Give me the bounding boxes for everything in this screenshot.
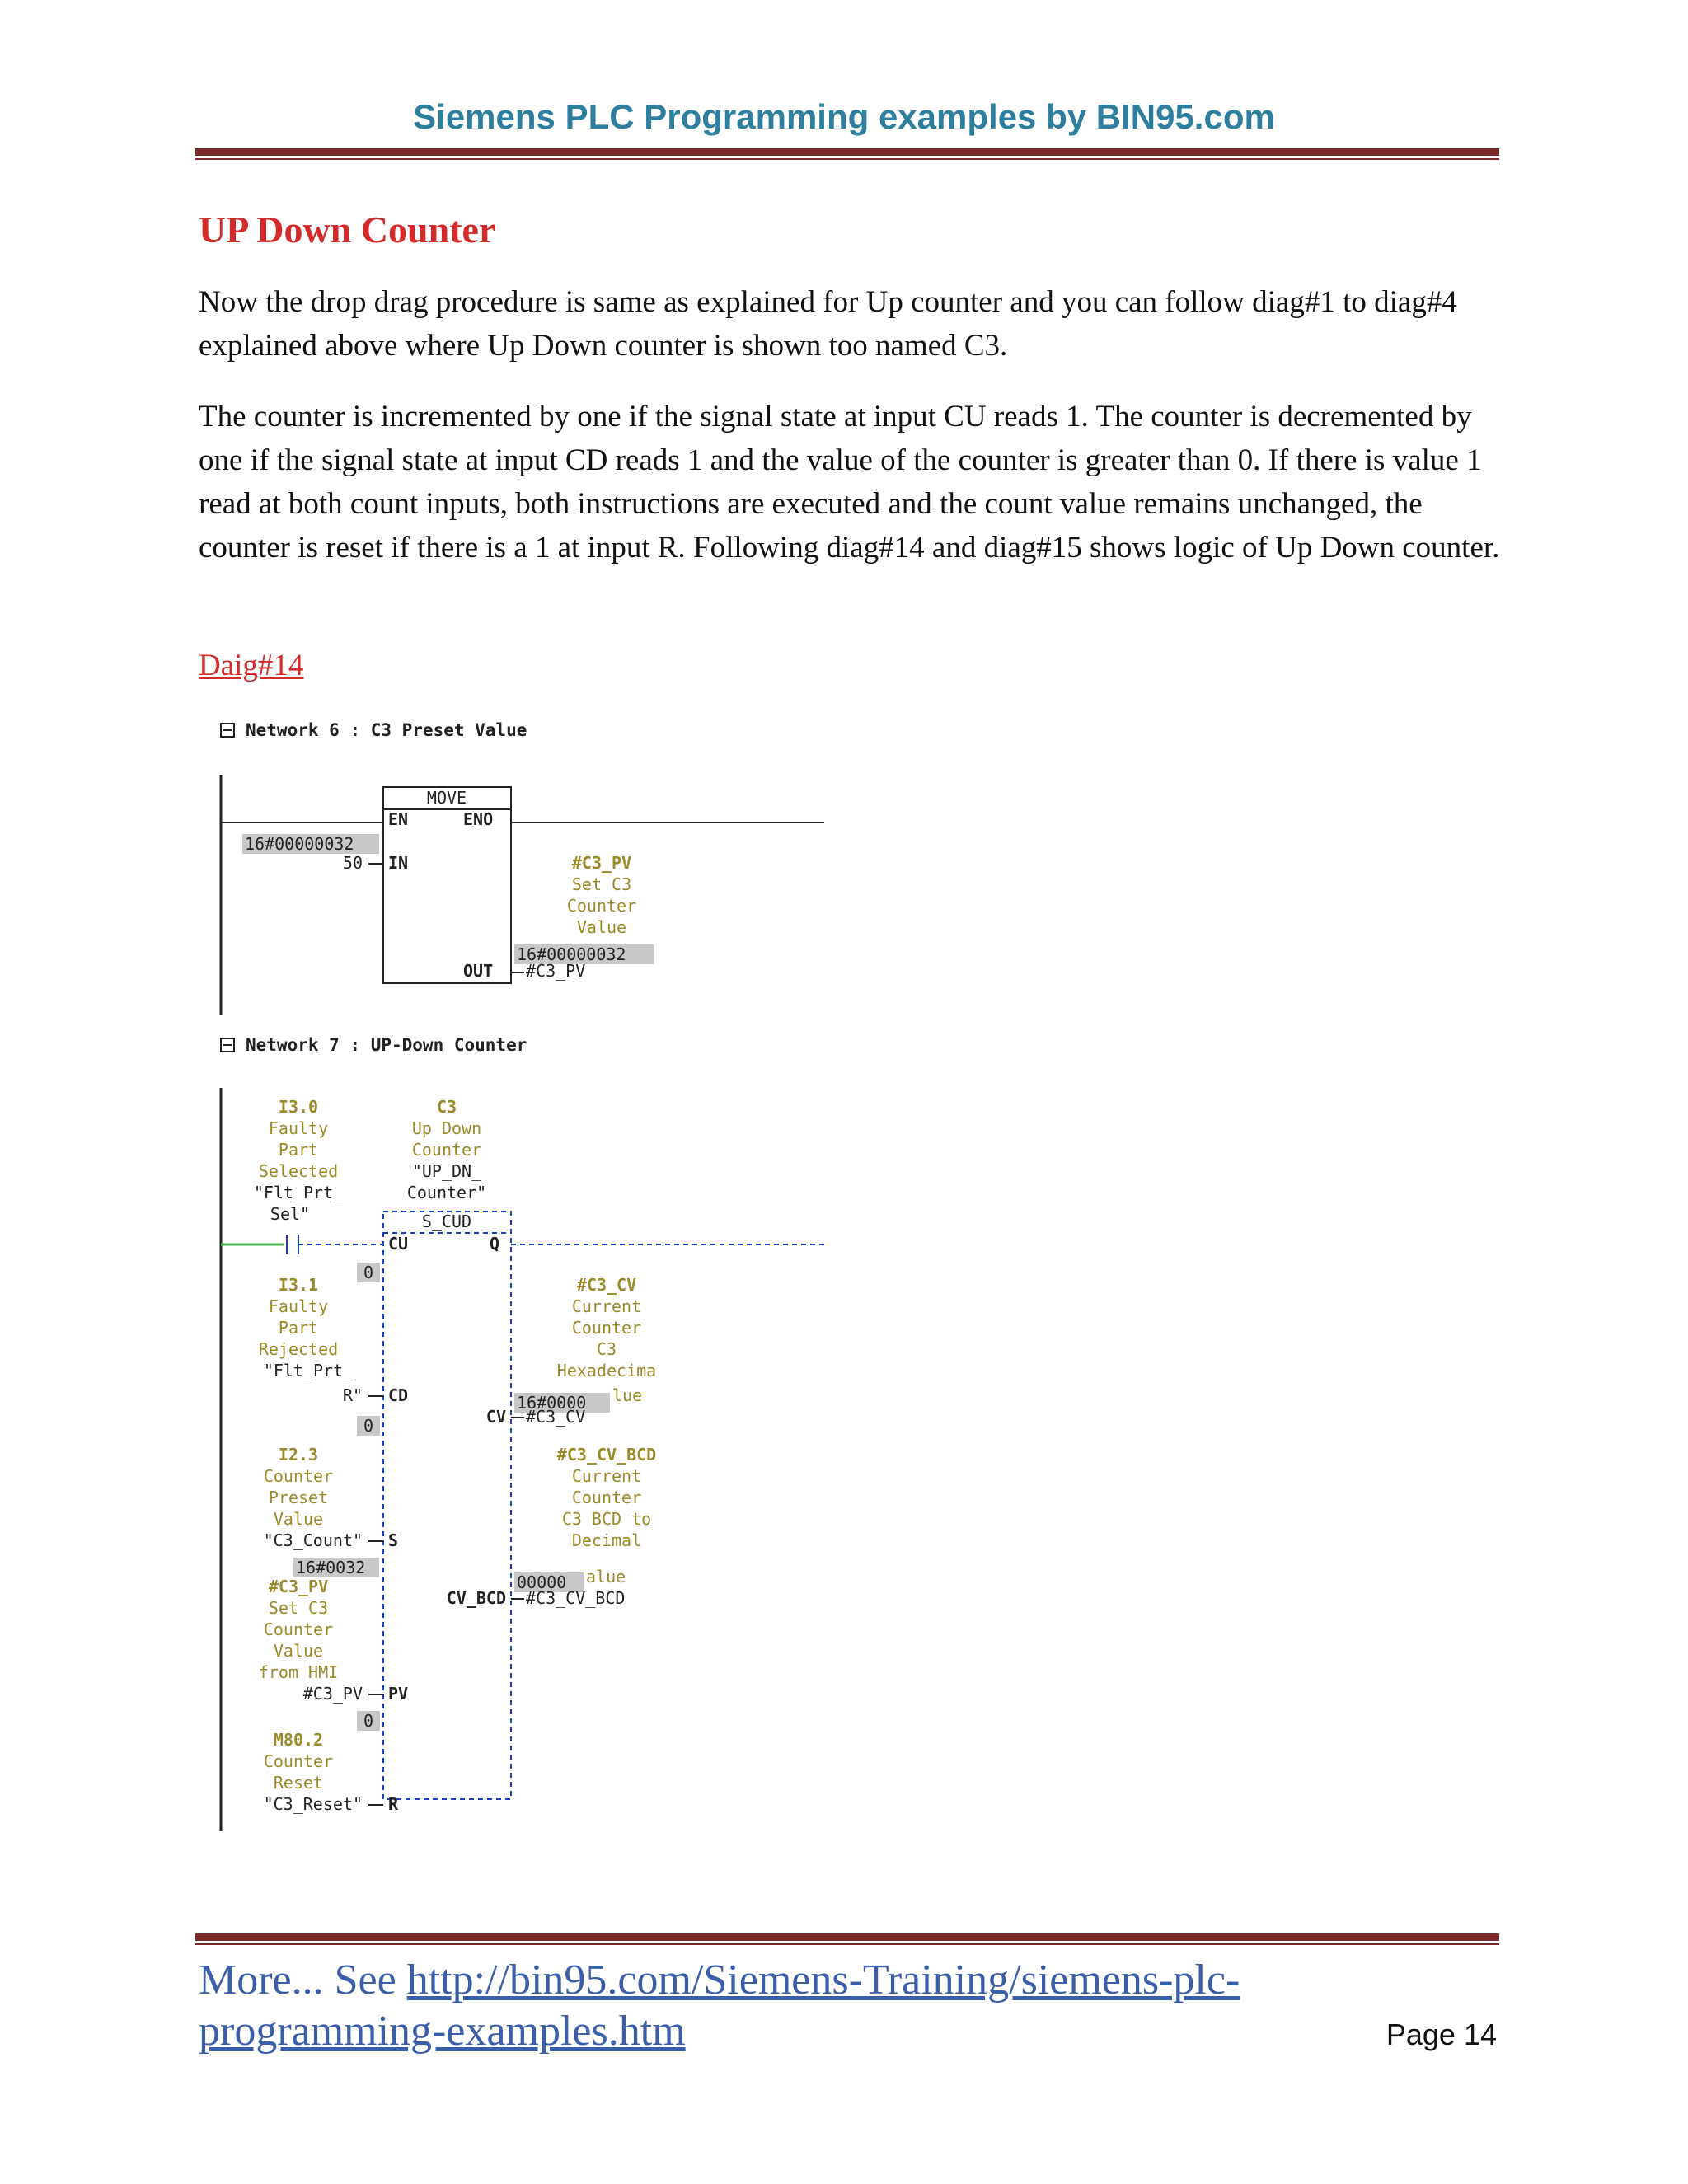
footer-rule bbox=[195, 1933, 1499, 1941]
svg-text:Counter: Counter bbox=[571, 1318, 642, 1338]
s-address: I2.3 bbox=[278, 1445, 319, 1465]
in-value: 50 bbox=[342, 853, 363, 873]
bcd-operand: #C3_CV_BCD bbox=[526, 1588, 626, 1608]
svg-text:Selected: Selected bbox=[258, 1161, 339, 1181]
cu-address: I3.0 bbox=[278, 1097, 319, 1117]
cv-symbol: #C3_CV bbox=[576, 1275, 637, 1295]
network-7-title: Network 7 : UP-Down Counter bbox=[246, 1035, 528, 1055]
svg-text:Set C3: Set C3 bbox=[571, 874, 632, 894]
svg-text:"UP_DN_: "UP_DN_ bbox=[411, 1161, 482, 1181]
network-6-title: Network 6 : C3 Preset Value bbox=[246, 720, 528, 740]
pin-pv: PV bbox=[388, 1684, 409, 1704]
pin-in: IN bbox=[388, 853, 409, 873]
svg-text:16#0032: 16#0032 bbox=[296, 1558, 366, 1577]
r-operand: "C3_Reset" bbox=[263, 1794, 363, 1814]
out-symbol: #C3_PV bbox=[571, 853, 632, 873]
svg-text:Preset: Preset bbox=[268, 1488, 329, 1507]
svg-text:Value: Value bbox=[576, 917, 627, 937]
pin-cu: CU bbox=[388, 1234, 409, 1254]
counter-address: C3 bbox=[436, 1097, 457, 1117]
svg-text:Faulty: Faulty bbox=[268, 1296, 329, 1316]
cd-operand: R" bbox=[342, 1385, 363, 1405]
diagram-label[interactable]: Daig#14 bbox=[199, 649, 304, 682]
footer-more bbox=[199, 1955, 1240, 2057]
svg-text:Counter: Counter bbox=[263, 1619, 334, 1639]
pin-cv-bcd: CV_BCD bbox=[446, 1588, 506, 1608]
svg-text:"Flt_Prt_: "Flt_Prt_ bbox=[263, 1361, 354, 1380]
pv-symbol: #C3_PV bbox=[268, 1577, 329, 1596]
cv-status: 16#0000 bbox=[517, 1393, 587, 1413]
svg-text:lue: lue bbox=[612, 1385, 643, 1405]
paragraph-1: Now the drop drag procedure is same as explained for Up counter and you can follow diag#1 to diag#4 explained above where Up Down counter is shown too named C3. bbox=[199, 285, 1457, 363]
document-header: Siemens PLC Programming examples by BIN95.com bbox=[413, 97, 1275, 136]
svg-text:Current: Current bbox=[571, 1466, 642, 1486]
svg-text:Value: Value bbox=[273, 1509, 324, 1529]
svg-text:Hexadecima: Hexadecima bbox=[556, 1361, 657, 1380]
svg-text:Faulty: Faulty bbox=[268, 1118, 329, 1138]
svg-text:0: 0 bbox=[363, 1416, 374, 1436]
s-cud-block[interactable] bbox=[383, 1212, 511, 1799]
network-6 bbox=[221, 720, 824, 1015]
section-title: UP Down Counter bbox=[199, 209, 496, 251]
page-number: Page 14 bbox=[1386, 2018, 1497, 2051]
pin-cv: CV bbox=[485, 1407, 506, 1427]
block-name: S_CUD bbox=[421, 1212, 472, 1231]
svg-text:"Flt_Prt_: "Flt_Prt_ bbox=[253, 1183, 344, 1202]
svg-text:Counter: Counter bbox=[263, 1751, 334, 1771]
footer-prefix: More... See bbox=[199, 1957, 407, 2004]
svg-text:Counter: Counter bbox=[566, 896, 637, 916]
svg-text:0: 0 bbox=[363, 1263, 374, 1282]
svg-text:Counter: Counter bbox=[263, 1466, 334, 1486]
svg-text:alue: alue bbox=[586, 1567, 626, 1586]
pin-eno: ENO bbox=[463, 809, 494, 829]
pin-s: S bbox=[388, 1530, 399, 1550]
in-status: 16#00000032 bbox=[245, 834, 354, 854]
svg-text:Reset: Reset bbox=[273, 1773, 324, 1793]
pv-operand: #C3_PV bbox=[302, 1684, 363, 1704]
footer-link[interactable]: http://bin95.com/Siemens-Training/siemens-plc- programming-examples.htm bbox=[199, 1957, 1240, 2055]
svg-text:Counter": Counter" bbox=[406, 1183, 487, 1202]
pin-q: Q bbox=[490, 1234, 500, 1254]
pin-en: EN bbox=[388, 809, 409, 829]
r-address: M80.2 bbox=[273, 1730, 324, 1750]
svg-text:0: 0 bbox=[363, 1711, 374, 1731]
out-operand: #C3_PV bbox=[526, 961, 586, 981]
cd-address: I3.1 bbox=[278, 1275, 319, 1295]
svg-text:Set C3: Set C3 bbox=[268, 1598, 329, 1618]
bcd-status: 00000 bbox=[517, 1572, 567, 1592]
svg-text:C3 BCD to: C3 BCD to bbox=[561, 1509, 652, 1529]
out-status: 16#00000032 bbox=[517, 944, 626, 964]
pin-r: R bbox=[388, 1794, 399, 1814]
svg-text:Counter: Counter bbox=[571, 1488, 642, 1507]
pin-cd: CD bbox=[388, 1385, 409, 1405]
svg-text:Current: Current bbox=[571, 1296, 642, 1316]
svg-text:Up Down: Up Down bbox=[411, 1118, 482, 1138]
svg-text:C3: C3 bbox=[596, 1339, 617, 1359]
svg-text:Part: Part bbox=[278, 1140, 319, 1160]
svg-text:Rejected: Rejected bbox=[258, 1339, 339, 1359]
svg-text:from HMI: from HMI bbox=[258, 1662, 339, 1682]
network-7 bbox=[221, 1035, 824, 1831]
svg-text:Decimal: Decimal bbox=[571, 1530, 642, 1550]
cv-operand: #C3_CV bbox=[526, 1407, 586, 1427]
svg-text:Counter: Counter bbox=[411, 1140, 482, 1160]
svg-text:Part: Part bbox=[278, 1318, 319, 1338]
svg-text:Sel": Sel" bbox=[270, 1204, 311, 1224]
svg-text:Value: Value bbox=[273, 1641, 324, 1661]
footer-rule-thin bbox=[195, 1943, 1499, 1945]
paragraph-2: The counter is incremented by one if the signal state at input CU reads 1. The counter is decremented by one if the signal state at input CD reads 1 and the value of the counter is greater than 0. If there is value 1 read at both count inputs, both instructions are executed and the count value remains unchanged, the counter is reset if there is a 1 at input R. Following diag#14 and diag#15 shows logic of Up Down counter. bbox=[199, 400, 1500, 565]
s-operand: "C3_Count" bbox=[263, 1530, 363, 1550]
block-name: MOVE bbox=[426, 788, 467, 808]
bcd-symbol: #C3_CV_BCD bbox=[556, 1445, 657, 1465]
pin-out: OUT bbox=[463, 961, 494, 981]
